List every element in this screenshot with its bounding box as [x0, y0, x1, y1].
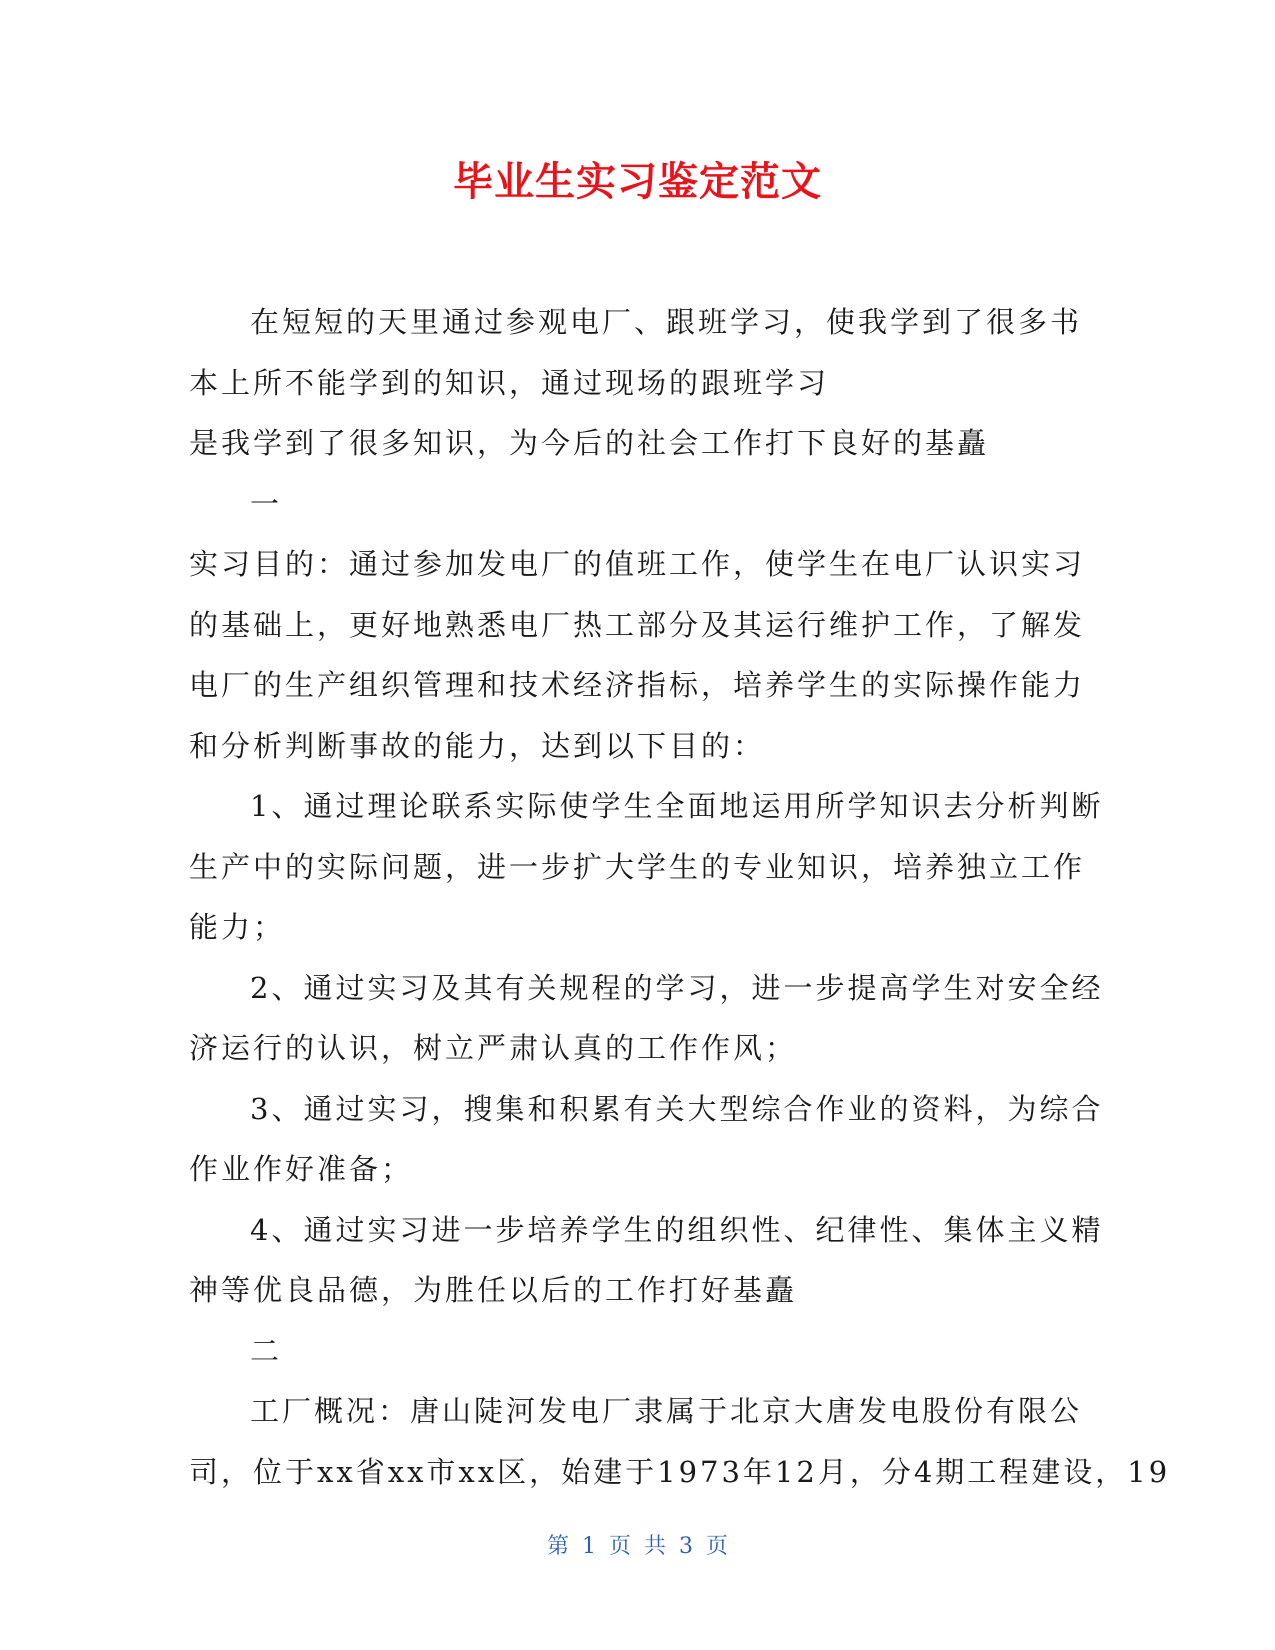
body-line: 的基础上，更好地熟悉电厂热工部分及其运行维护工作，了解发: [189, 607, 1086, 642]
body-line: 是我学到了很多知识，为今后的社会工作打下良好的基矗: [189, 426, 990, 460]
body-line: 和分析判断事故的能力，达到以下目的：: [189, 728, 766, 763]
body-line: 3、通过实习，搜集和积累有关大型综合作业的资料，为综合: [250, 1091, 1104, 1126]
body-line: 一: [250, 486, 283, 521]
document-body: [189, 292, 1171, 1502]
body-line: 本上所不能学到的知识，通过现场的跟班学习: [189, 365, 830, 400]
body-line: 工厂概况：唐山陡河发电厂隶属于北京大唐发电股份有限公: [250, 1394, 1083, 1428]
body-line: 2、通过实习及其有关规程的学习，进一步提高学生对安全经: [250, 970, 1104, 1005]
body-line: 神等优良品德，为胜任以后的工作打好基矗: [189, 1273, 798, 1307]
body-line: 1、通过理论联系实际使学生全面地运用所学知识去分析判断: [250, 789, 1104, 823]
body-line: 作业作好准备；: [189, 1152, 414, 1186]
body-line: 4、通过实习进一步培养学生的组织性、纪律性、集体主义精: [250, 1212, 1104, 1247]
body-line: 能力；: [189, 910, 286, 944]
body-line: 实习目的：通过参加发电厂的值班工作，使学生在电厂认识实习: [189, 547, 1086, 581]
body-line: 二: [250, 1333, 283, 1368]
page-footer: 第 1 页 共 3 页: [547, 1534, 728, 1559]
document-title: 毕业生实习鉴定范文: [453, 159, 822, 205]
body-line: 济运行的认识，树立严肃认真的工作作风；: [189, 1031, 798, 1065]
body-line: 司，位于xx省xx市xx区，始建于1973年12月，分4期工程建设，19: [189, 1454, 1171, 1489]
body-line: 电厂的生产组织管理和技术经济指标，培养学生的实际操作能力: [189, 668, 1086, 702]
body-line: 在短短的天里通过参观电厂、跟班学习，使我学到了很多书: [250, 305, 1083, 339]
body-line: 生产中的实际问题，进一步扩大学生的专业知识，培养独立工作: [189, 849, 1086, 884]
